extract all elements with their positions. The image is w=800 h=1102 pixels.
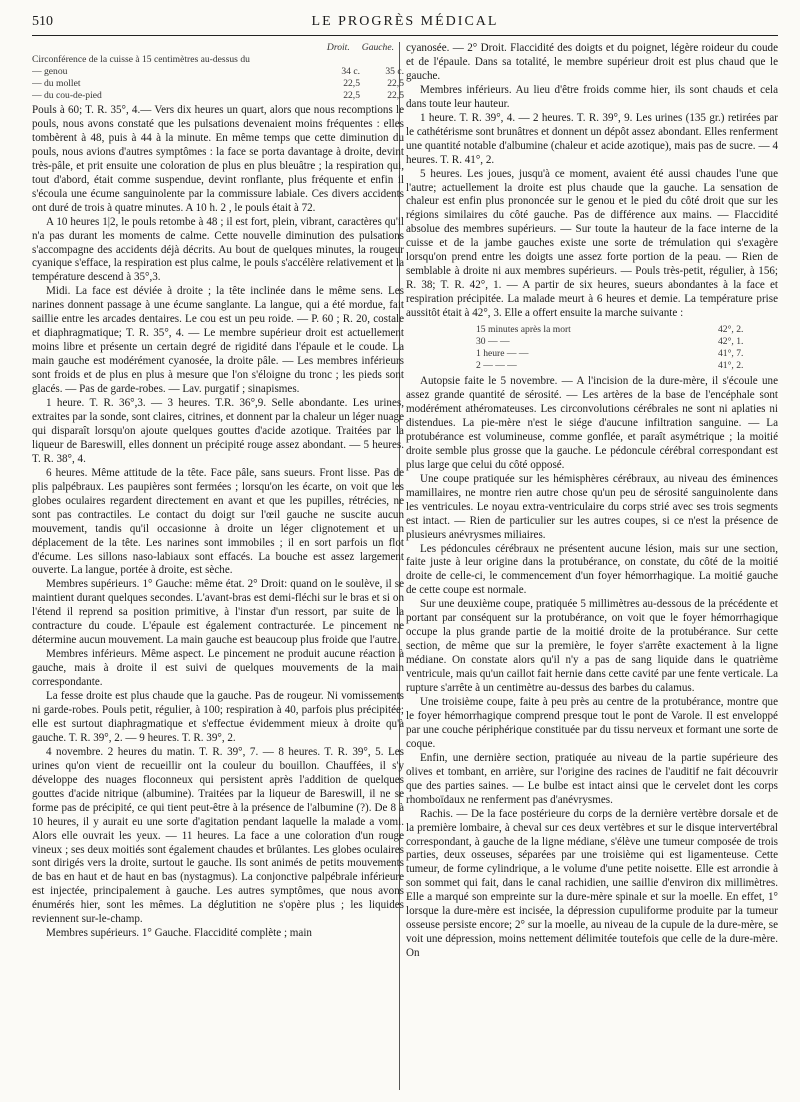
paragraph: Une troisième coupe, faite à peu près au centre de la protubérance, montre que le foyer hémorrhagique comprend presque tout le pont de Varole. Il est enveloppé par une couche périphérique constituée par du tissu nerveux et formant une sorte de coque. [406,695,778,750]
paragraph: 6 heures. Même attitude de la tête. Face pâle, sans sueurs. Front lisse. Pas de plis palpébraux. Les paupières sont fermées ; lorsqu'on les écarte, on voit que les globes oculaires regardent directement en avant et que les pupilles, rétrécies, ne sont pas contractiles. Le contact du doigt sur l'œil gauche ne suscite aucun mouvement, tandis qu'il occasionne à droite un léger clignotement et un déplacement de la tête. Les narines sont immobiles ; il en sort parfois un flot d'écume. Les sillons naso-labiaux sont effacés. La bouche est assez largement ouverte. La langue, portée à droite, est sèche. [32,466,404,577]
measurement-row: — genou 34 c. 35 c. [32,66,404,77]
paragraph: Membres supérieurs. 1° Gauche: même état. 2° Droit: quand on le soulève, il se maintient durant quelques secondes. L'avant-bras est demi-fléchi sur le bras et si on l'étend il reprend sa position primitive, à l'instar d'un ressort, par suite de la contracture du coude. L'épaule est également contracturée. Le pincement ne détermine aucun mouvement. La main gauche est beaucoup plus froide que l'autre. [32,578,404,647]
paragraph: Pouls à 60; T. R. 35°, 4.— Vers dix heures un quart, alors que nous recomptions le pouls, nous avons constaté que les pulsations devenaient moins fréquentes : elles tombèrent à 48, puis à 44 à la minute. En même temps que cette diminution du pouls, nous avions d'autres symptômes : la face se porta davantage à droite, devint très-pâle, et prit ensuite une coloration de plus en plus bleuâtre ; la respiration qui, tout d'abord, était comme suspendue, devint ronflante, plus fréquente et enfin il s'écoula une écume sanguinolente par la commissure labiale. Ces divers accidents ont duré de trois à quatre minutes. A 10 h. 2 , le pouls était à 72. [32,104,404,214]
measurement-row: — du cou-de-pied 22,5 22,5 [32,90,404,101]
temperature-row: 30 — — 42°, 1. [476,336,744,348]
header-rule [32,35,778,36]
paragraph: 4 novembre. 2 heures du matin. T. R. 39°, 7. — 8 heures. T. R. 39°, 5. Les urines qu'on vient de recueillir ont la couleur du bouillon. Chauffées, il s'y développe des nuages floconneux qui persistent après l'addition de quelques gouttes d'acide nitrique (albumine). Traitées par la liqueur de Bareswill, il ne se forme pas de précipité, ce qui tient peut-être à la présence de l'albumine (?). De 8 à 10 heures, il y aurait eu une sorte d'agitation pendant laquelle la malade a vomi. Alors elle ouvrait les yeux. — 11 heures. La face a une coloration d'un rouge vineux ; ses deux moitiés sont également chaudes et brûlantes. Les globes oculaires sont dirigés vers la droite, surtout le gauche. Ils sont animés de petits mouvements de bas en haut et de haut en bas (nystagmus). La conjonctive palpébrale inférieure est injectée, principalement à gauche. Les autres symptômes, que nous avons énumérés hier, sont les mêmes. La déglutition ne s'opère plus ; les liquides reviennent sur-le-champ. [32,745,404,926]
paragraph: Une coupe pratiquée sur les hémisphères cérébraux, au niveau des éminences mamillaires, ne montre rien autre chose qu'un peu de sérosité sanguinolente dans les ventricules. Le noyau extra-ventriculaire du corps strié avec ses trois segments est intact. — Rien de particulier sur les autres coupes, si ce n'est la présence de plusieurs anévrysmes miliaires. [406,472,778,541]
temperature-row: 2 — — — 41°, 2. [476,360,744,372]
paragraph: Sur une deuxième coupe, pratiquée 5 millimètres au-dessous de la précédente et portant par conséquent sur la protubérance, on voit que le foyer hémorrhagique occupe la plus grande partie de la moitié droite de la protubérance. Sur cette section, de même que sur la première, le foyer s'arrête exactement à la ligne médiane. On constate alors qu'il n'y a pas de sang liquide dans le quatrième ventricule, mais qu'un caillot fait hernie dans cette cavité par une fente verticale. La rupture s'arrête à un centimètre au-dessus des barbes du calamus. [406,598,778,695]
paragraph: Les pédoncules cérébraux ne présentent aucune lésion, mais sur une section, faite juste à leur origine dans la protubérance, on constate, du côté de la moitié droite de celle-ci, le commencement d'un foyer hémorrhagique. La moitié gauche de cette coupe est normale. [406,542,778,597]
page-number: 510 [32,14,53,29]
temperature-row: 1 heure — — 41°, 7. [476,348,744,360]
paragraph: Autopsie faite le 5 novembre. — A l'incision de la dure-mère, il s'écoule une assez grande quantité de sérosité. — Les artères de la base de l'encéphale sont modérément athéromateuses. Les circonvolutions cérébrales ne sont ni aplaties ni distendues. La pie-mère n'est le siége d'aucune infiltration sanguine. — La protubérance est volumineuse, comme gonflée, et paraît asymétrique ; la moitié droite semble plus grosse que la gauche. Le pédoncule cérébral correspondant est plus large que celui du côté opposé. [406,375,778,471]
measurement-row: — du mollet 22,5 22,5 [32,78,404,89]
paragraph: Membres inférieurs. Au lieu d'être froids comme hier, ils sont chauds et cela dans toute leur hauteur. [406,83,778,110]
measurement-headers: Droit. Gauche. [326,42,394,53]
paragraph: La fesse droite est plus chaude que la gauche. Pas de rougeur. Ni vomissements ni garde-robes. Pouls petit, régulier, à 100; respiration à 40, parfois plus précipitée; elle est surtout diaphragmatique et s'effectue évidemment mieux à droite qu'à gauche. T. R. 39°, 2. — 9 heures. T. R. 39°, 2. [32,690,404,744]
temperature-table [406,324,778,372]
paragraph: Enfin, une dernière section, pratiquée au niveau de la partie supérieure des olives et tombant, en arrière, sur l'origine des racines de l'auditif ne fait découvrir que des parties saines. — Le bulbe est intact ainsi que le cervelet dont les corps rhomboïdaux ne renferment pas d'anévrysmes. [406,751,778,806]
right-column [406,42,778,1092]
paragraph: 1 heure. T. R. 36°,3. — 3 heures. T.R. 36°,9. Selle abondante. Les urines, extraites par la sonde, sont claires, citrines, et donnent par la chaleur un léger nuage qui disparaît lorsqu'on ajoute quelques gouttes d'acide azotique. Traitées par la liqueur de Bareswill, elles donnent un précipité rouge assez abondant. — 5 heures. T. R. 38°, 4. [32,397,404,465]
paragraph: Membres inférieurs. Même aspect. Le pincement ne produit aucune réaction à gauche, mais à droite il est suivi de quelques mouvements de la main correspondante. [32,648,404,689]
left-column [32,42,404,1092]
paragraph: Rachis. — De la face postérieure du corps de la dernière vertèbre dorsale et de la première lombaire, à cheval sur ces deux vertèbres et sur le disque intervertébral correspondant, à gauche de la ligne médiane, s'élève une tumeur composée de trois parties, deux osseuses, séparées par une troisième qui est ligamenteuse. Cette tumeur, de forme cylindrique, a le volume d'une petite noisette. Elle est arrondie à son sommet qui fait, dans le canal rachidien, une saillie d'environ dix millimètres. Elle a marqué son empreinte sur la dure-mère spinale et sur la moelle. En effet, 1° lorsque la dure-mère est incisée, la dépression cupuliforme produite par la tumeur osseuse persiste encore; 2° sur la moelle, au niveau de la cupule de la dure-mère, se voit une dépression, moins nettement délimitée toutefois que celle de la dure-mère. On [406,807,778,960]
paragraph: 5 heures. Les joues, jusqu'à ce moment, avaient été aussi chaudes l'une que l'autre; actuellement la droite est plus chaude que la gauche. La sensation de chaleur est enfin plus prononcée sur le genou et le pied du côté droit que sur les régions similaires du côté gauche. Pas de différence aux mains. — Flaccidité absolue des membres supérieurs. — Sur toute la hauteur de la face interne de la cuisse et de la jambe gauches existe une sorte de trémulation qui s'exagère lorsqu'on prend entre les doigts une assez forte portion de la peau. — Rien de semblable à droite ni aux membres supérieurs. — Pouls très-petit, régulier, à 156; R. 38; T. R. 42°, 1. — A partir de six heures, sueurs abondantes à la face et respiration précipitée. La malade meurt à 6 heures et demie. La température prise aussitôt était à 42°, 3. Elle a offert ensuite la marche suivante : [406,167,778,320]
paragraph: cyanosée. — 2° Droit. Flaccidité des doigts et du poignet, légère roideur du coude et de l'épaule. Dans sa totalité, le membre supérieur droit est plus chaud que le gauche. [406,42,778,82]
measurement-table [32,42,404,102]
paragraph: A 10 heures 1|2, le pouls retombe à 48 ; il est fort, plein, vibrant, caractères qu'il n'a pas durant les moments de calme. Cette nouvelle diminution des pulsations s'accompagne des accidents déjà décrits. Au bout de quelques minutes, la rougeur cyanique s'efface, la respiration est plus calme, le pouls s'accélère relativement et la température descend à 35°,3. [32,215,404,284]
paragraph: Midi. La face est déviée à droite ; la tête inclinée dans le même sens. Les narines donnent passage à une écume sanglante. La langue, qui a été mordue, fait saillie entre les arcades dentaires. Le cou est un peu roide. — P. 60 ; R. 20, costale et diaphragmatique; T. R. 35°, 4. — Le membre supérieur droit est actuellement moins libre et présente un certain degré de rigidité dans l'épaule et le coude. La main gauche est modérément cyanosée, la droite pâle. — Les membres inférieurs sont froids et de plus en plus à mesure que l'on s'éloigne du tronc ; les pieds sont glacés. — Pas de garde-robes. — Lav. purgatif ; sinapismes. [32,285,404,396]
page-header [32,14,778,32]
paragraph: 1 heure. T. R. 39°, 4. — 2 heures. T. R. 39°, 9. Les urines (135 gr.) retirées par le cathétérisme sont brunâtres et donnent un dépôt assez abondant. Elles renferment une quantité notable d'albumine (chaleur et acide azotique), mais pas de sucre. — 4 heures. T. R. 41°, 2. [406,111,778,166]
measurement-intro: Circonférence de la cuisse à 15 centimètres au-dessus du [32,54,250,65]
journal-title: LE PROGRÈS MÉDICAL [311,14,499,29]
paragraph: Membres supérieurs. 1° Gauche. Flaccidité complète ; main [46,927,312,940]
temperature-row: 15 minutes après la mort 42°, 2. [476,324,744,336]
